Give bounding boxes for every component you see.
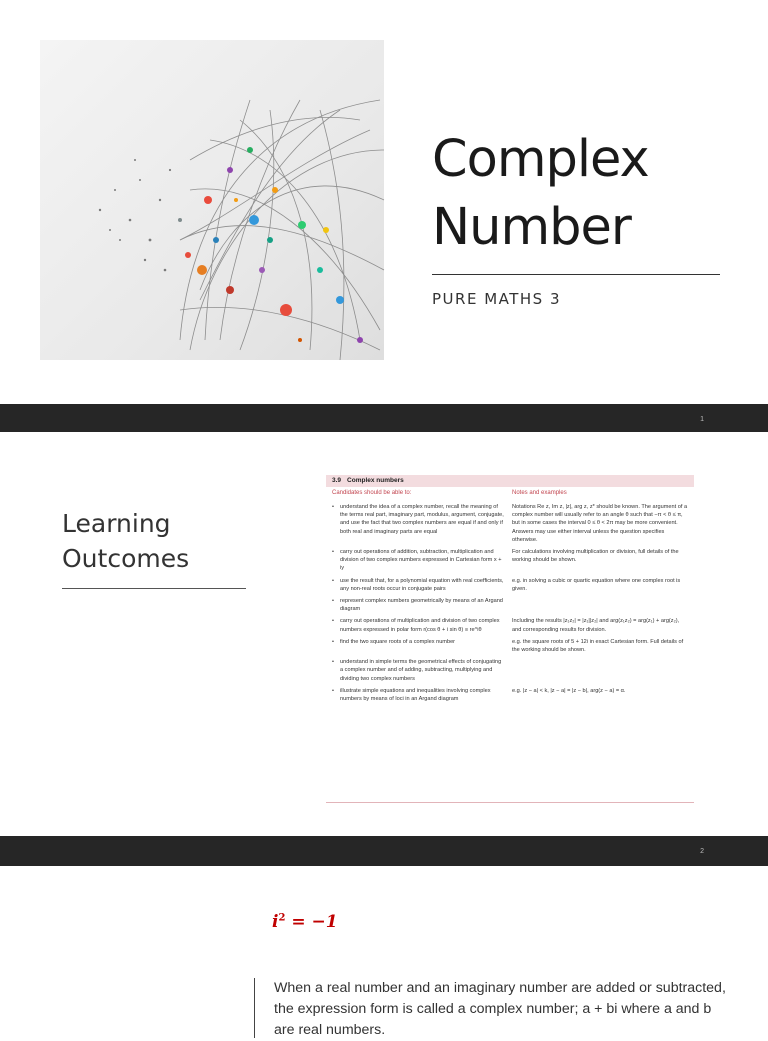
title-divider <box>432 274 720 275</box>
table-rows <box>326 503 694 703</box>
definition-text: When a real number and an imaginary number are added or subtracted, the expression form is called a complex number; a + bi where a and b are real numbers. <box>274 980 726 1038</box>
slide-2 <box>0 432 768 836</box>
note-text: Including the results |z₁z₂| = |z₁||z₂| and arg(z₁z₂) = arg(z₁) + arg(z₂), and corresponding results for division. <box>512 618 680 633</box>
bullet-icon: • <box>332 638 334 645</box>
page-number: 2 <box>700 848 704 855</box>
page-number: 1 <box>700 416 704 423</box>
table-header <box>326 475 694 487</box>
table-column-headers <box>326 487 694 499</box>
bullet-icon: • <box>332 598 334 605</box>
formula-exponent: 2 <box>278 912 286 924</box>
section-number: 3.9 <box>332 477 342 484</box>
table-row <box>326 658 694 683</box>
note-text: e.g. in solving a cubic or quartic equation where one complex root is given. <box>512 577 681 592</box>
syllabus-table <box>326 475 694 803</box>
formula-rest: = −1 <box>285 912 338 932</box>
slide-1 <box>0 0 768 404</box>
note-text <box>512 658 694 683</box>
note-text: For calculations involving multiplication or division, full details of the working should be shown. <box>512 549 679 564</box>
bullet-icon: • <box>332 687 334 694</box>
table-row <box>326 577 694 593</box>
quote-bar <box>254 978 255 1038</box>
section-title: Complex numbers <box>347 477 404 484</box>
outcome-text: carry out operations of multiplication and division of two complex numbers expressed in polar form r(cos θ + i sin θ) ≡ re^iθ <box>340 618 500 633</box>
bullet-icon: • <box>332 549 334 556</box>
formula-base: i <box>272 912 279 932</box>
presentation-title: Complex Number <box>432 130 649 257</box>
table-row <box>326 638 694 654</box>
table-row <box>326 548 694 573</box>
network-sphere-image <box>40 40 384 360</box>
outcome-text: find the two square roots of a complex number <box>340 638 456 645</box>
presentation-subtitle: PURE MATHS 3 <box>432 290 562 308</box>
table-row <box>326 503 694 544</box>
note-text: Notations Re z, Im z, |z|, arg z, z* should be known. The argument of a complex number will usually refer to an angle θ such that −π < θ ≤ π, but in some cases the interval 0 ≤ θ < 2π may be more convenient. Answers may use either interval unless the question specifies otherwise. <box>512 504 688 543</box>
outcome-text: carry out operations of addition, subtraction, multiplication and division of two complex numbers expressed in Cartesian form x + iy <box>340 549 502 572</box>
table-row <box>326 597 694 613</box>
col-left-header: Candidates should be able to: <box>332 490 412 496</box>
slide-separator-1 <box>0 404 768 432</box>
table-bottom-border <box>326 802 694 803</box>
bullet-icon: • <box>332 618 334 625</box>
network-graphic <box>40 40 384 360</box>
slide-separator-2 <box>0 836 768 866</box>
outcome-text: understand in simple terms the geometrical effects of conjugating a complex number and of adding, subtracting, multiplying and dividing two complex numbers <box>340 659 502 682</box>
slide-3 <box>0 866 768 1038</box>
bullet-icon: • <box>332 504 334 510</box>
slide-title: Learning Outcomes <box>62 509 190 573</box>
note-text <box>512 597 694 613</box>
outcome-text: use the result that, for a polynomial equation with real coefficients, any non-real roots occur in conjugate pairs <box>340 577 504 592</box>
outcome-text: illustrate simple equations and inequalities involving complex numbers by means of loci in an Argand diagram <box>340 687 491 703</box>
outcome-text: represent complex numbers geometrically by means of an Argand diagram <box>340 598 503 613</box>
col-right-header: Notes and examples <box>512 490 567 496</box>
formula <box>272 912 338 932</box>
note-text: e.g. the square roots of 5 + 12i in exact Cartesian form. Full details of the working should be shown. <box>512 638 684 654</box>
note-text: e.g. |z − a| < k, |z − a| = |z − b|, arg(z − a) = α. <box>512 687 626 694</box>
bullet-icon: • <box>332 577 334 584</box>
table-row <box>326 687 694 703</box>
title-divider <box>62 588 246 589</box>
table-row <box>326 617 694 633</box>
outcome-text: understand the idea of a complex number, recall the meaning of the terms real part, imaginary part, modulus, argument, conjugate, and use the fact that two complex numbers are equal if and only if both real and imaginary parts are equal <box>340 504 504 535</box>
bullet-icon: • <box>332 659 334 666</box>
